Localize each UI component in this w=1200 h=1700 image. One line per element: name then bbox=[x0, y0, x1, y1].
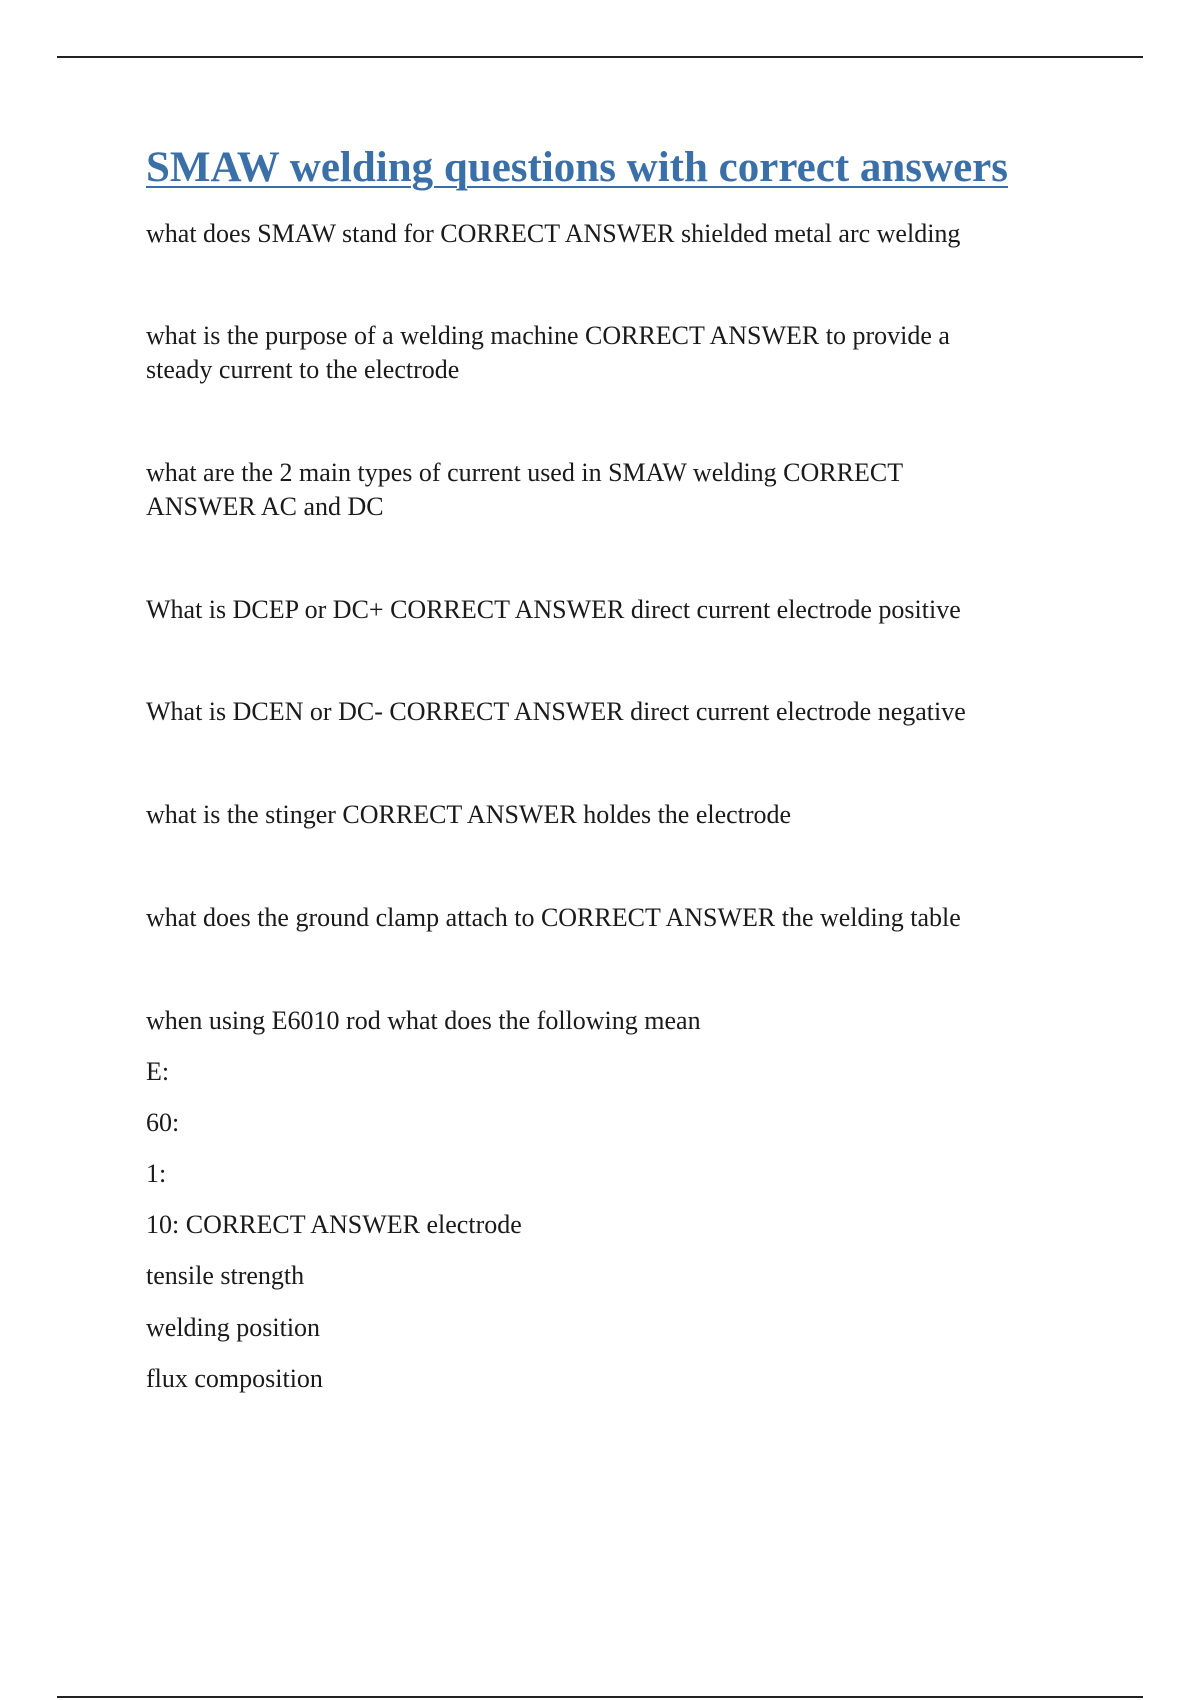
bottom-rule bbox=[57, 1696, 1143, 1698]
qa-item-5: What is DCEN or DC- CORRECT ANSWER direct current electrode negative bbox=[146, 697, 966, 726]
qa-item-7: what does the ground clamp attach to CORRECT ANSWER the welding table bbox=[146, 903, 961, 932]
e6010-line-5: 10: CORRECT ANSWER electrode bbox=[146, 1210, 522, 1239]
qa-item-4: What is DCEP or DC+ CORRECT ANSWER direct current electrode positive bbox=[146, 595, 961, 624]
qa-item-2: what is the purpose of a welding machine CORRECT ANSWER to provide a steady current to the electrode bbox=[146, 321, 950, 384]
e6010-block bbox=[146, 0, 1066, 1700]
e6010-line-1: when using E6010 rod what does the following mean bbox=[146, 1006, 701, 1035]
e6010-line-8: flux composition bbox=[146, 1364, 323, 1393]
e6010-line-7: welding position bbox=[146, 1313, 321, 1342]
qa-item-6: what is the stinger CORRECT ANSWER holdes the electrode bbox=[146, 800, 792, 829]
e6010-line-6: tensile strength bbox=[146, 1261, 305, 1290]
qa-item-3: what are the 2 main types of current used in SMAW welding CORRECT ANSWER AC and DC bbox=[146, 458, 904, 521]
e6010-line-4: 1: bbox=[146, 1159, 167, 1188]
document-title: SMAW welding questions with correct answers bbox=[146, 144, 1008, 191]
e6010-line-3: 60: bbox=[146, 1108, 180, 1137]
qa-item-1: what does SMAW stand for CORRECT ANSWER shielded metal arc welding bbox=[146, 219, 961, 248]
e6010-line-2: E: bbox=[146, 1057, 170, 1086]
